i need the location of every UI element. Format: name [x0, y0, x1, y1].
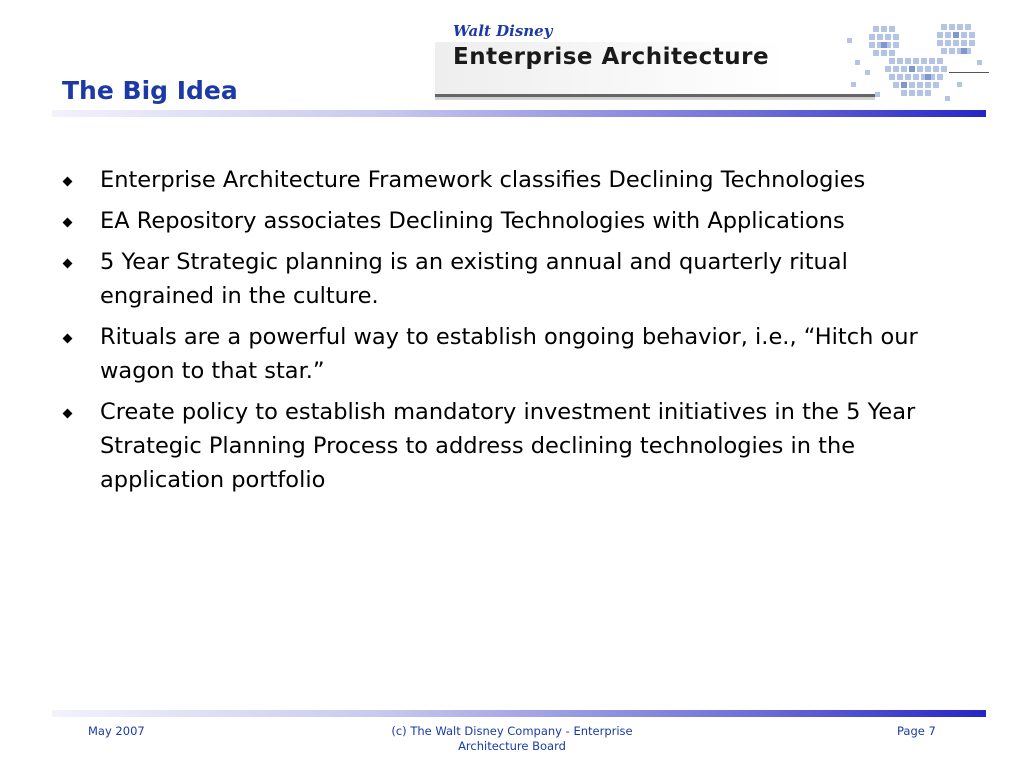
footer-page-number: Page 7	[897, 724, 936, 738]
logo-text: Enterprise Architecture	[453, 44, 770, 70]
mickey-mosaic-logo-icon	[845, 20, 990, 110]
bullet-text: Create policy to establish mandatory investment initiatives in the 5 Year Strategic Planning Process to address declining technologies in the application portfolio	[100, 399, 916, 493]
bullet-list	[62, 163, 967, 504]
bullet-text: EA Repository associates Declining Technologies with Applications	[100, 208, 845, 234]
diamond-bullet-icon	[63, 218, 73, 228]
logo-brand: Walt Disney	[453, 22, 553, 40]
bullet-item-policy	[62, 395, 967, 497]
diamond-bullet-icon	[63, 409, 73, 419]
footer-copyright: (c) The Walt Disney Company - Enterprise Architecture Board	[391, 724, 633, 753]
bullet-item-framework	[62, 163, 967, 197]
footer-date: May 2007	[88, 724, 145, 738]
bullet-text: 5 Year Strategic planning is an existing annual and quarterly ritual engrained in the culture.	[100, 249, 848, 309]
bullet-item-repository	[62, 204, 967, 238]
diamond-bullet-icon	[63, 334, 73, 344]
bullet-text: Enterprise Architecture Framework classifies Declining Technologies	[100, 167, 866, 193]
bullet-item-planning	[62, 245, 967, 313]
bullet-text: Rituals are a powerful way to establish ongoing behavior, i.e., “Hitch our wagon to that star.”	[100, 324, 918, 384]
slide-title: The Big Idea	[62, 76, 238, 105]
diamond-bullet-icon	[63, 177, 73, 187]
bullet-item-rituals	[62, 320, 967, 388]
footer-divider	[52, 710, 986, 717]
header-logo	[435, 20, 990, 110]
header-divider	[52, 110, 986, 117]
diamond-bullet-icon	[63, 259, 73, 269]
